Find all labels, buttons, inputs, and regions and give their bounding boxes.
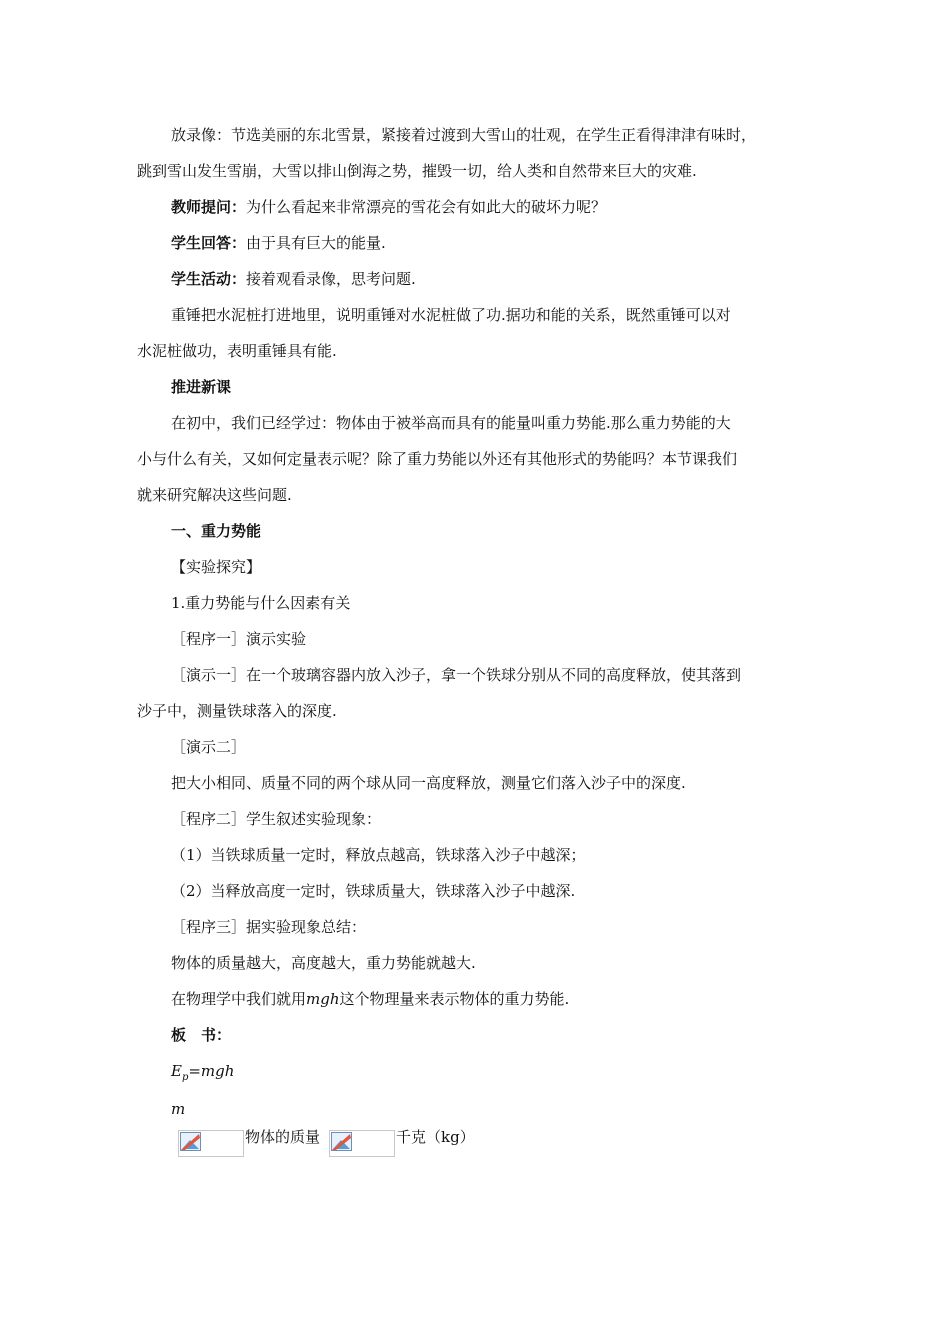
broken-image-icon-2 (329, 1130, 395, 1157)
paragraph-intro-line2: 小与什么有关，又如何定量表示呢？除了重力势能以外还有其他形式的势能吗？本节课我们 (137, 450, 738, 468)
physics-definition (171, 988, 569, 1010)
student-activity-text: 接着观看录像，思考问题. (246, 270, 416, 288)
conclusion: 物体的质量越大，高度越大，重力势能就越大. (171, 954, 476, 972)
student-activity (171, 268, 416, 290)
demo-one-line2: 沙子中，测量铁球落入的深度. (137, 702, 337, 720)
observation-1: （1）当铁球质量一定时，释放点越高，铁球落入沙子中越深； (171, 846, 586, 864)
demo-two-text: 把大小相同、质量不同的两个球从同一高度释放，测量它们落入沙子中的深度. (171, 774, 686, 792)
teacher-question-label: 教师提问： (171, 198, 247, 216)
heading-experiment: 【实验探究】 (171, 558, 262, 576)
board-label: 板 书： (171, 1026, 232, 1044)
mass-unit: 千克（kg） (396, 1128, 475, 1146)
mass-symbol: m (171, 1100, 186, 1118)
paragraph-hammer-line1: 重锤把水泥桩打进地里，说明重锤对水泥桩做了功.据功和能的关系，既然重锤可以对 (171, 306, 731, 324)
demo-two-heading: ［演示二］ (171, 738, 247, 756)
teacher-question (171, 196, 606, 218)
heading-gravitational-potential-energy: 一、重力势能 (171, 522, 262, 540)
student-answer (171, 232, 386, 254)
student-answer-text: 由于具有巨大的能量. (246, 234, 386, 252)
paragraph-video-line2: 跳到雪山发生雪崩，大雪以排山倒海之势，摧毁一切，给人类和自然带来巨大的灾难. (137, 162, 697, 180)
formula-e: E (171, 1062, 182, 1080)
mass-description: 物体的质量 (245, 1128, 321, 1146)
formula-subscript: p (181, 1072, 189, 1083)
procedure-one: ［程序一］演示实验 (171, 630, 307, 648)
broken-image-icon (178, 1130, 244, 1157)
physics-definition-b: 这个物理量来表示物体的重力势能. (339, 990, 570, 1008)
physics-definition-a: 在物理学中我们就用 (171, 990, 307, 1008)
paragraph-intro-line1: 在初中，我们已经学过：物体由于被举高而具有的能量叫重力势能.那么重力势能的大 (171, 414, 731, 432)
image-placeholder-icon (180, 1132, 202, 1152)
demo-one-line1: ［演示一］在一个玻璃容器内放入沙子，拿一个铁球分别从不同的高度释放，使其落到 (171, 666, 742, 684)
procedure-three: ［程序三］据实验现象总结： (171, 918, 367, 936)
procedure-two: ［程序二］学生叙述实验现象： (171, 810, 382, 828)
student-activity-label: 学生活动： (171, 270, 247, 288)
heading-new-lesson: 推进新课 (171, 378, 232, 396)
paragraph-hammer-line2: 水泥桩做功，表明重锤具有能. (137, 342, 337, 360)
mgh-term: mgh (306, 990, 340, 1008)
teacher-question-text: 为什么看起来非常漂亮的雪花会有如此大的破坏力呢？ (246, 198, 607, 216)
formula-rest: =mgh (188, 1062, 235, 1080)
student-answer-label: 学生回答： (171, 234, 247, 252)
list-item-1: 1.重力势能与什么因素有关 (171, 594, 351, 612)
formula (171, 1060, 234, 1089)
paragraph-intro-line3: 就来研究解决这些问题. (137, 486, 292, 504)
image-placeholder-icon (331, 1132, 353, 1152)
observation-2: （2）当释放高度一定时，铁球质量大，铁球落入沙子中越深. (171, 882, 576, 900)
paragraph-video-line1: 放录像：节选美丽的东北雪景，紧接着过渡到大雪山的壮观，在学生正看得津津有味时， (171, 126, 757, 144)
